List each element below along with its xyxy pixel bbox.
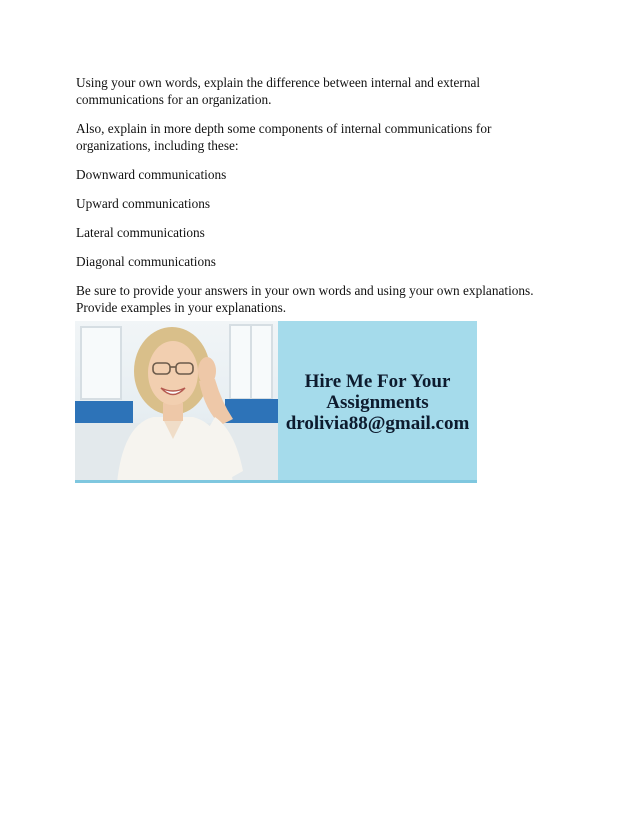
instruction-paragraph: Also, explain in more depth some components of internal communications for organizations, including these: [76,121,492,153]
instruction-paragraph: Be sure to provide your answers in your own words and using your own explanations. Provide examples in your explanations. [76,283,534,315]
banner-email: drolivia88@gmail.com [285,412,470,434]
document-body [76,74,566,328]
list-item: Lateral communications [76,225,205,240]
banner-subheadline: Assignments [326,391,429,413]
banner-divider [75,480,477,483]
banner-headline: Hire Me For Your [304,370,451,392]
list-item: Upward communications [76,196,211,211]
list-item: Downward communications [76,167,227,182]
banner-text [278,321,477,483]
woman-photo [75,321,278,483]
instruction-paragraph: Using your own words, explain the difference between internal and external communications for an organization. [76,75,481,107]
list-item: Diagonal communications [76,254,216,269]
advertisement-banner [75,321,477,483]
